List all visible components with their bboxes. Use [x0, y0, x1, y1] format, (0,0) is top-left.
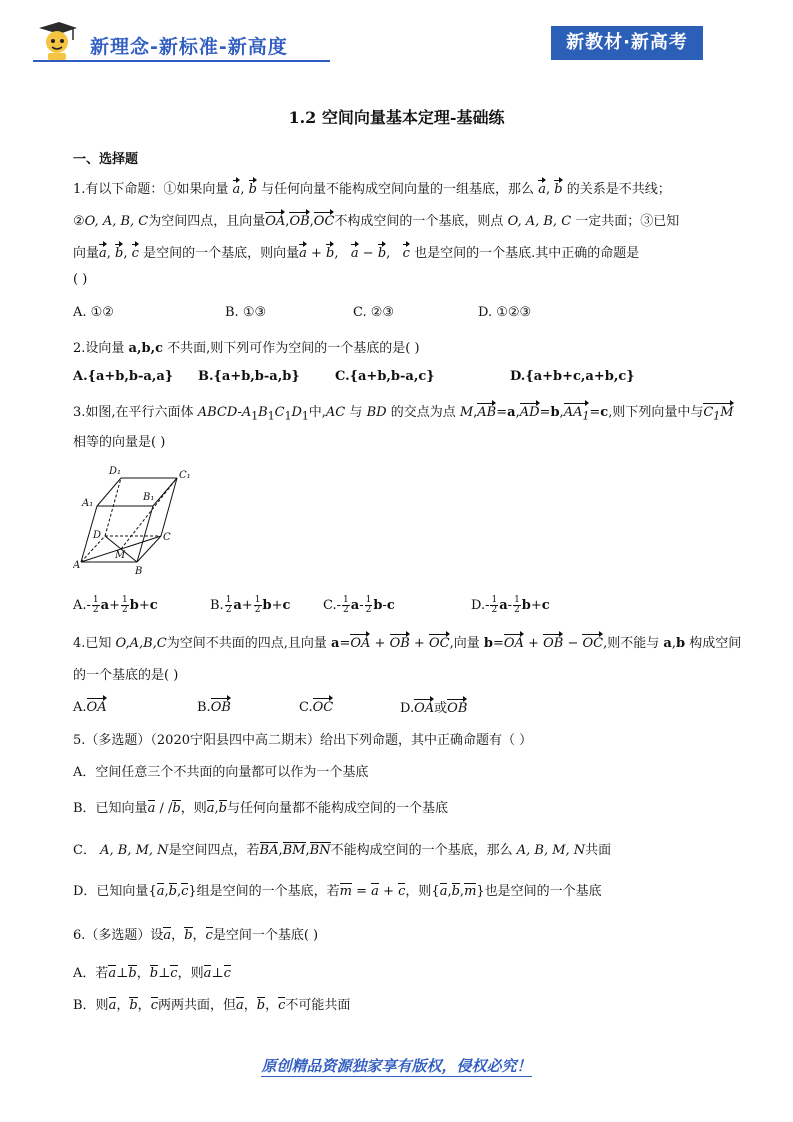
q2-option-c: C.{a+b,b-a,c}: [335, 369, 435, 384]
header-slogan: 新理念-新标准-新高度: [90, 36, 288, 58]
q3-line-1: 3.如图,在平行六面体 ABCD-$A_1B_1C_1D_1$中,AC 与 BD 的交点为点 $M,AB=a,AD=b,AA_1=c$,则下列向量中与$C_1M$: [73, 401, 734, 423]
q1-option-b: B. ①③: [225, 305, 267, 320]
q5-option-d: D．已知向量{a,b,c}组是空间的一个基底，若m = a + c，则{a,b,m}也是空间的一个基底: [73, 884, 602, 899]
q5-option-b: B．已知向量a / /b，则a,b与任何向量都不能构成空间的一个基底: [73, 801, 448, 816]
q1-option-c: C. ②③: [353, 305, 395, 320]
q2-option-b: B.{a+b,b-a,b}: [198, 369, 300, 384]
q3-option-c: C.- $\frac{1}{2}$ a- $\frac{1}{2}$ b-c: [323, 595, 395, 615]
q1-line-1: 1.有以下命题：①如果向量 a, b 与任何向量不能构成空间向量的一组基底，那么 a, b 的关系是不共线；: [73, 178, 671, 197]
q3-line-2: 相等的向量是( ): [73, 435, 166, 450]
header-divider: [33, 60, 330, 62]
label-m: M: [115, 550, 126, 561]
q3-option-d: D.- $\frac{1}{2}$ a- $\frac{1}{2}$ b+c: [471, 595, 550, 615]
q5-option-a: A．空间任意三个不共面的向量都可以作为一个基底: [73, 765, 369, 780]
label-a1: A₁: [82, 498, 94, 509]
q4-option-a: A.OA: [73, 697, 107, 715]
q4-option-c: C.OC: [299, 697, 333, 715]
q4-line-2: 的一个基底的是( ): [73, 668, 179, 683]
q6-stem: 6.（多选题）设a，b，c是空间一个基底( ): [73, 928, 319, 943]
q6-option-b: B．则a，b，c两两共面，但a，b，c不可能共面: [73, 998, 351, 1013]
label-b1: B₁: [143, 492, 155, 503]
label-c1: C₁: [179, 470, 191, 481]
q3-option-a: A.- $\frac{1}{2}$ a+ $\frac{1}{2}$ b+c: [73, 595, 158, 615]
section-heading: 一、选择题: [73, 152, 139, 167]
q5-stem: 5.（多选题）（2020宁阳县四中高二期末）给出下列命题，其中正确命题有（ ）: [73, 733, 533, 748]
q2-option-a: A.{a+b,b-a,a}: [73, 369, 174, 384]
q5-option-c: C． A, B, M, N是空间四点，若BA,BM,BN不能构成空间的一个基底，那么 A, B, M, N共面: [73, 843, 612, 858]
parallelepiped-figure: [73, 464, 203, 576]
q1-line-4: ( ): [73, 272, 88, 287]
q3-option-b: B. $\frac{1}{2}$ a+ $\frac{1}{2}$ b+c: [210, 595, 291, 615]
copyright-footer: 原创精品资源独家享有版权，侵权必究！: [261, 1057, 532, 1075]
label-d1: D₁: [109, 466, 122, 477]
q2-option-d: D.{a+b+c,a+b,c}: [510, 369, 635, 384]
label-c: C: [163, 532, 171, 543]
mascot-logo-icon: [33, 20, 81, 62]
q6-option-a: A．若a⊥b，b⊥c，则a⊥c: [73, 966, 231, 981]
q1-option-d: D. ①②③: [478, 305, 532, 320]
header-badge: 新教材·新高考: [551, 26, 703, 60]
label-b: B: [135, 566, 143, 576]
q4-line-1: 4.已知 O,A,B,C为空间不共面的四点,且向量 a=OA + OB + OC,向量 b=OA + OB − OC,则不能与 a,b 构成空间: [73, 632, 741, 651]
q1-line-3: 向量a, b, c 是空间的一个基底，则向量a + b, a − b, c 也是空间的一个基底.其中正确的命题是: [73, 242, 639, 261]
q1-option-a: A. ①②: [73, 305, 114, 320]
page-header: [0, 0, 793, 70]
page-title: 1.2 空间向量基本定理-基础练: [288, 108, 505, 127]
label-a: A: [73, 560, 81, 571]
q4-option-d: D.OA或OB: [400, 697, 467, 716]
q1-line-2: ②O, A, B, C为空间四点，且向量OA,OB,OC不构成空间的一个基底，则点 O, A, B, C 一定共面；③已知: [73, 210, 679, 229]
q4-option-b: B.OB: [197, 697, 231, 715]
label-d: D: [93, 530, 102, 541]
q2-stem: 2.设向量 a,b,c 不共面,则下列可作为空间的一个基底的是( ): [73, 341, 420, 356]
